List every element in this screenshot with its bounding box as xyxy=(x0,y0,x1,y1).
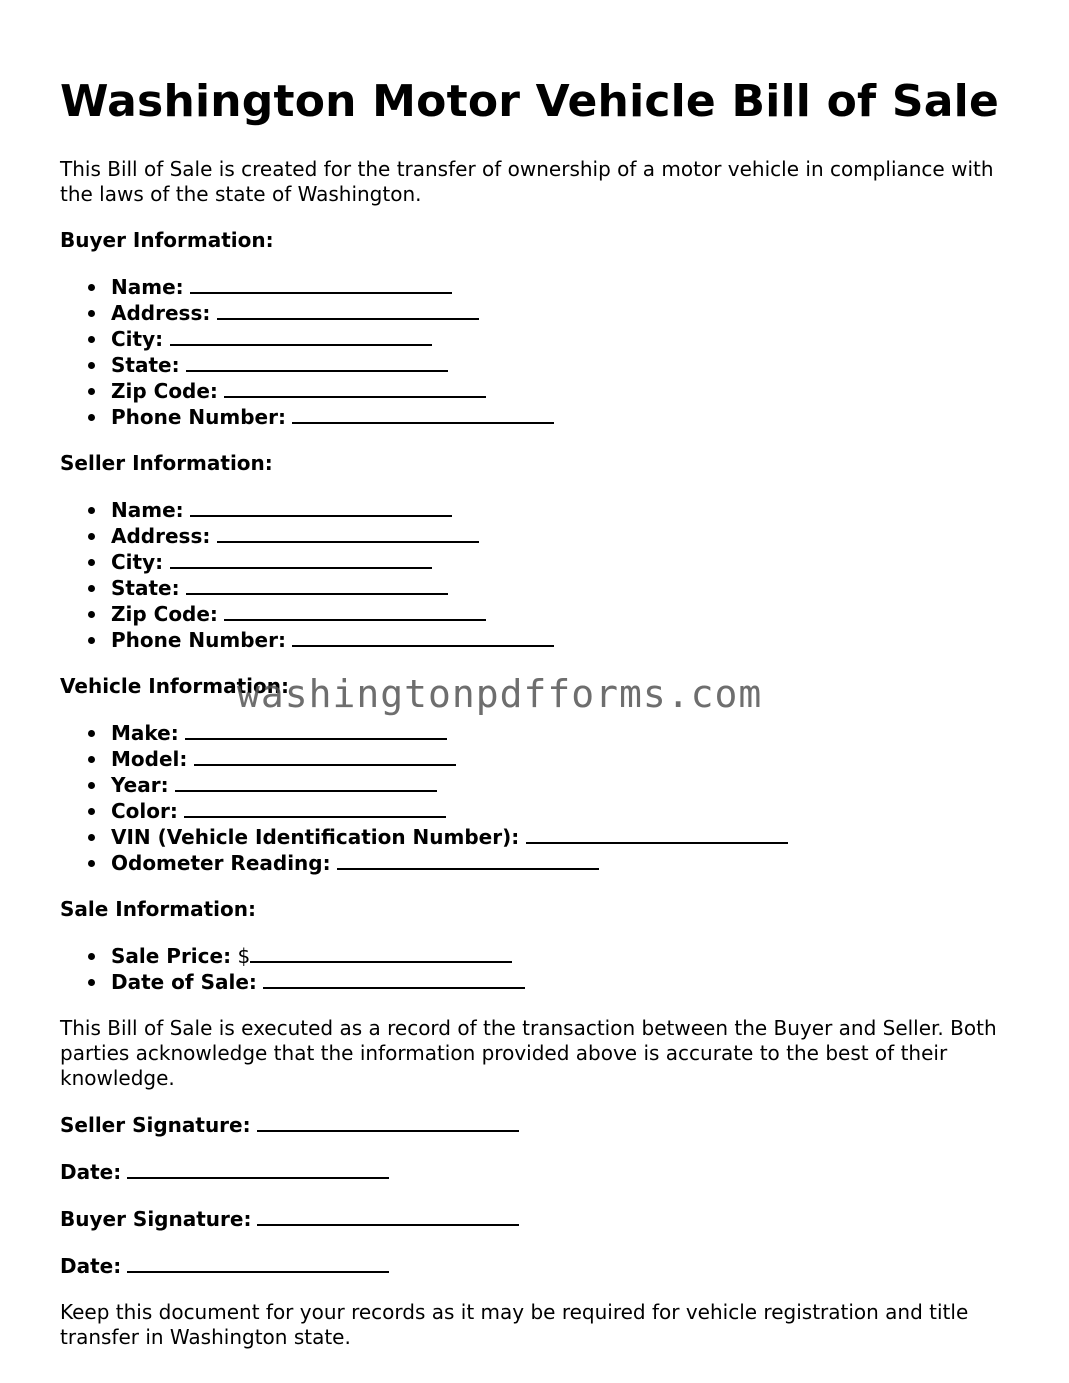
field-label: City: xyxy=(111,550,164,574)
buyer-zip-field[interactable] xyxy=(111,378,1020,404)
blank-line[interactable] xyxy=(186,575,448,595)
sale-price-field[interactable] xyxy=(111,943,1020,969)
intro-paragraph: This Bill of Sale is created for the transfer of ownership of a motor vehicle in compliance with the laws of the state of Washington. xyxy=(60,157,994,206)
field-label: Date: xyxy=(60,1254,122,1278)
blank-line[interactable] xyxy=(185,720,447,740)
vehicle-make-field[interactable] xyxy=(111,720,1020,746)
seller-fields-list xyxy=(60,497,1020,653)
blank-line[interactable] xyxy=(263,969,525,989)
field-label: VIN (Vehicle Identification Number): xyxy=(111,825,520,849)
record-paragraph: This Bill of Sale is executed as a record of the transaction between the Buyer and Seller. Both parties acknowledge that the information provided above is accurate to the best of their knowledge. xyxy=(60,1016,997,1090)
blank-line[interactable] xyxy=(337,850,599,870)
vehicle-heading: Vehicle Information: xyxy=(60,674,289,698)
blank-line[interactable] xyxy=(175,772,437,792)
buyer-heading: Buyer Information: xyxy=(60,228,274,252)
field-label: Sale Price: xyxy=(111,944,232,968)
field-label: City: xyxy=(111,327,164,351)
seller-address-field[interactable] xyxy=(111,523,1020,549)
field-label: Odometer Reading: xyxy=(111,851,331,875)
field-label: Year: xyxy=(111,773,169,797)
vehicle-fields-list xyxy=(60,720,1020,876)
field-label: Make: xyxy=(111,721,179,745)
field-label: Seller Signature: xyxy=(60,1113,251,1137)
seller-state-field[interactable] xyxy=(111,575,1020,601)
seller-signature-line[interactable] xyxy=(60,1112,1020,1138)
vehicle-model-field[interactable] xyxy=(111,746,1020,772)
blank-line[interactable] xyxy=(224,601,486,621)
blank-line[interactable] xyxy=(186,352,448,372)
seller-heading: Seller Information: xyxy=(60,451,273,475)
field-label: Date: xyxy=(60,1160,122,1184)
field-label: Buyer Signature: xyxy=(60,1207,252,1231)
field-label: Date of Sale: xyxy=(111,970,257,994)
seller-city-field[interactable] xyxy=(111,549,1020,575)
blank-line[interactable] xyxy=(257,1206,519,1226)
blank-line[interactable] xyxy=(184,798,446,818)
sale-heading: Sale Information: xyxy=(60,897,256,921)
blank-line[interactable] xyxy=(257,1112,519,1132)
watermark: washingtonpdfforms.com xyxy=(237,672,763,716)
blank-line[interactable] xyxy=(170,326,432,346)
vehicle-year-field[interactable] xyxy=(111,772,1020,798)
buyer-signature-line[interactable] xyxy=(60,1206,1020,1232)
sale-fields-list xyxy=(60,943,1020,995)
field-label: Zip Code: xyxy=(111,602,218,626)
buyer-city-field[interactable] xyxy=(111,326,1020,352)
field-label: State: xyxy=(111,576,180,600)
field-label: Zip Code: xyxy=(111,379,218,403)
buyer-state-field[interactable] xyxy=(111,352,1020,378)
buyer-address-field[interactable] xyxy=(111,300,1020,326)
seller-name-field[interactable] xyxy=(111,497,1020,523)
blank-line[interactable] xyxy=(170,549,432,569)
field-label: Address: xyxy=(111,301,211,325)
buyer-phone-field[interactable] xyxy=(111,404,1020,430)
buyer-fields-list xyxy=(60,274,1020,430)
field-label: Phone Number: xyxy=(111,405,286,429)
vehicle-vin-field[interactable] xyxy=(111,824,1020,850)
blank-line[interactable] xyxy=(217,300,479,320)
field-label: Phone Number: xyxy=(111,628,286,652)
seller-zip-field[interactable] xyxy=(111,601,1020,627)
blank-line[interactable] xyxy=(224,378,486,398)
sale-date-field[interactable] xyxy=(111,969,1020,995)
page-title: Washington Motor Vehicle Bill of Sale xyxy=(60,76,999,127)
blank-line[interactable] xyxy=(292,627,554,647)
seller-phone-field[interactable] xyxy=(111,627,1020,653)
field-label: Name: xyxy=(111,498,184,522)
buyer-name-field[interactable] xyxy=(111,274,1020,300)
field-label: Model: xyxy=(111,747,188,771)
field-label: Name: xyxy=(111,275,184,299)
blank-line[interactable] xyxy=(190,274,452,294)
blank-line[interactable] xyxy=(250,943,512,963)
blank-line[interactable] xyxy=(127,1159,389,1179)
buyer-date-line[interactable] xyxy=(60,1253,1020,1279)
seller-date-line[interactable] xyxy=(60,1159,1020,1185)
field-label: Color: xyxy=(111,799,178,823)
blank-line[interactable] xyxy=(217,523,479,543)
blank-line[interactable] xyxy=(526,824,788,844)
blank-line[interactable] xyxy=(194,746,456,766)
blank-line[interactable] xyxy=(190,497,452,517)
blank-line[interactable] xyxy=(127,1253,389,1273)
closing-paragraph: Keep this document for your records as it may be required for vehicle registration and title transfer in Washington state. xyxy=(60,1300,969,1349)
vehicle-odometer-field[interactable] xyxy=(111,850,1020,876)
blank-line[interactable] xyxy=(292,404,554,424)
field-label: Address: xyxy=(111,524,211,548)
field-label: State: xyxy=(111,353,180,377)
currency-symbol: $ xyxy=(237,944,251,968)
vehicle-color-field[interactable] xyxy=(111,798,1020,824)
